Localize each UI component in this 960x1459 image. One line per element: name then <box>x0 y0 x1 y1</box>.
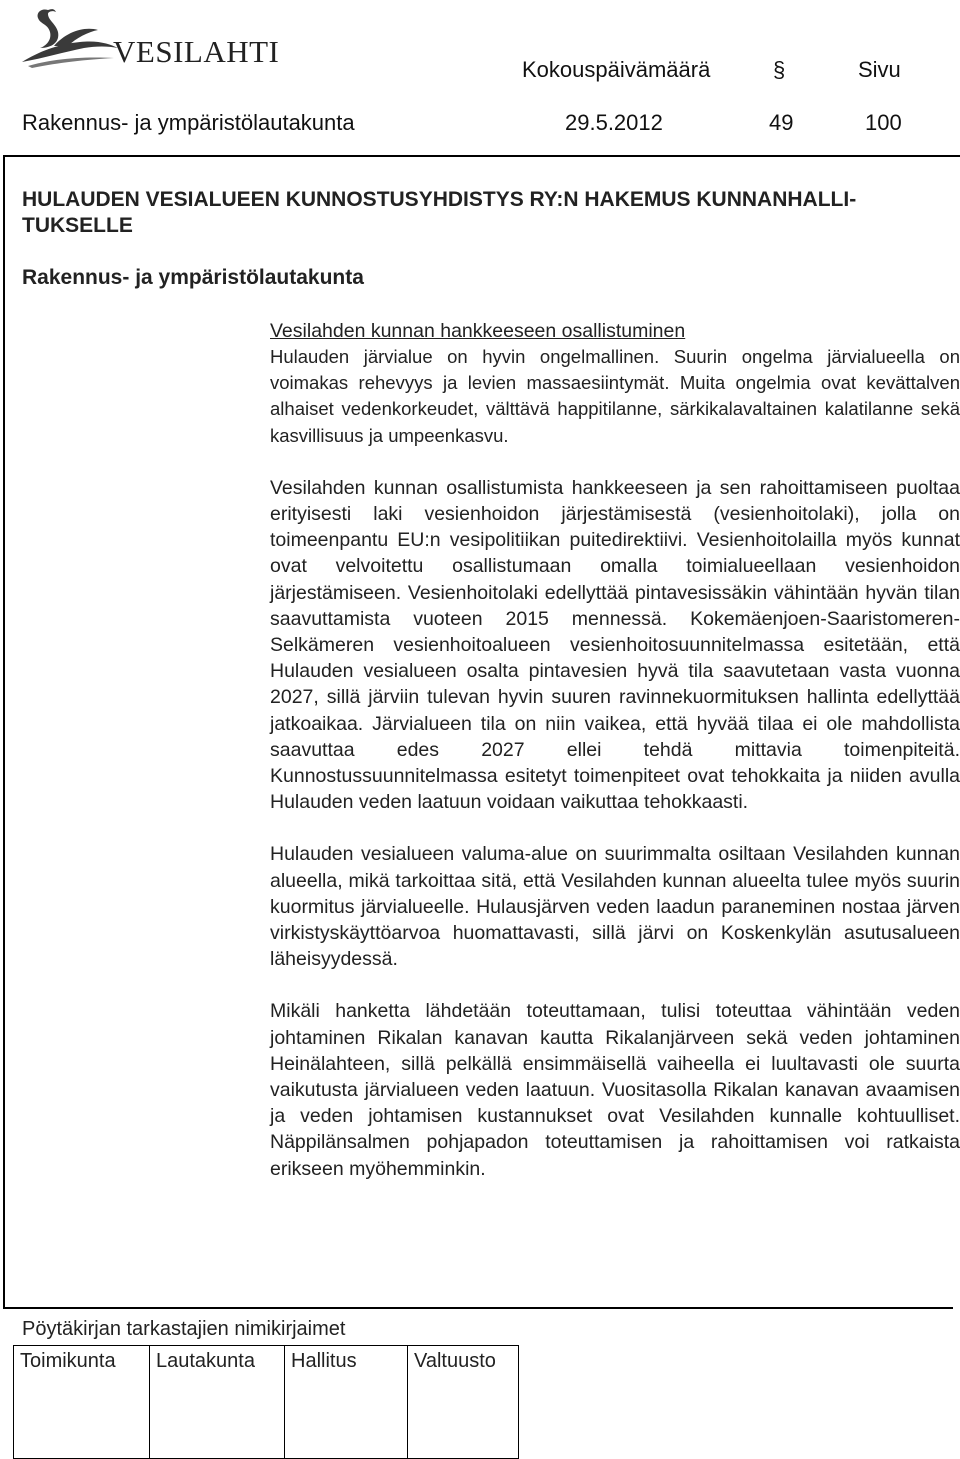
signature-cell-valtuusto <box>408 1376 519 1459</box>
signature-table <box>13 1345 519 1459</box>
committee-heading: Rakennus- ja ympäristölautakunta <box>22 266 364 289</box>
signature-column-toimikunta: Toimikunta <box>14 1346 150 1377</box>
page-number: 100 <box>865 110 902 135</box>
subheading: Vesilahden kunnan hankkeeseen osallistuminen <box>270 320 686 342</box>
header-committee: Rakennus- ja ympäristölautakunta <box>22 110 355 135</box>
date-column-label: Kokouspäivämäärä <box>522 57 711 82</box>
paragraph-1: Hulauden järvialue on hyvin ongelmallinen. Suurin ongelma järvialueella on voimakas rehevyys ja levien massaesiintymät. Muita ongelmia ovat kevättalven alhaiset vedenkorkeudet, välttävä happitilanne, särkikalavaltainen kalatilanne sekä kasvillisuus ja umpeenkasvu. <box>270 346 960 446</box>
signature-column-hallitus: Hallitus <box>285 1346 408 1377</box>
signature-column-valtuusto: Valtuusto <box>408 1346 519 1377</box>
meeting-date: 29.5.2012 <box>565 110 663 135</box>
frame-bottom-rule <box>3 1307 953 1309</box>
paragraph-3: Hulauden vesialueen valuma-alue on suurimmalta osiltaan Vesilahden kunnan alueella, mikä tarkoittaa sitä, että Vesilahden kunnan alueelta tulee myös suurin kuormitus järvialueelle. Hulausjärven veden laadun paraneminen nostaa järven virkistyskäyttöarvoa huomattavasti, sillä järvi on Koskenkylän asutusalueen läheisyydessä. <box>270 843 960 971</box>
frame-top-rule <box>3 155 960 157</box>
signature-label: Pöytäkirjan tarkastajien nimikirjaimet <box>22 1318 346 1340</box>
section-symbol: § <box>773 57 786 82</box>
signature-cell-lautakunta <box>150 1376 285 1459</box>
signature-cell-toimikunta <box>14 1376 150 1459</box>
paragraph-4: Mikäli hanketta lähdetään toteuttamaan, tulisi toteuttaa vähintään veden johtaminen Rikalan kanavan kautta Rikalanjärveen sekä veden johtaminen Heinälahteen, sillä pelkällä ensimmäisellä vaiheella ei luultavasti ole suurta vaikutusta järvialueen veden laatuun. Vuositasolla Rikalan kanavan avaamisen ja veden johtamisen kustannukset ovat Vesilahden kunnalle kohtuulliset. Näppilänsalmen pohjapadon toteuttamisen ja rahoittamisen voi ratkaista erikseen myöhemminkin. <box>270 1000 960 1180</box>
logo-text: VESILAHTI <box>113 34 280 69</box>
document-title: HULAUDEN VESIALUEEN KUNNOSTUSYHDISTYS RY:N HAKEMUS KUNNANHALLI-TUKSELLE <box>22 188 857 237</box>
page-column-label: Sivu <box>858 57 901 82</box>
signature-cell-hallitus <box>285 1376 408 1459</box>
body-text <box>270 318 960 1182</box>
section-number: 49 <box>769 110 794 135</box>
swan-logo-icon <box>18 2 128 72</box>
signature-column-lautakunta: Lautakunta <box>150 1346 285 1377</box>
logo <box>18 2 280 72</box>
paragraph-2: Vesilahden kunnan osallistumista hankkeeseen ja sen rahoittamiseen puoltaa erityisesti laki vesienhoidon järjestämisestä (vesienhoitolaki), jolla on toimeenpantu EU:n vesipolitiikan puitedirektiivi. Vesienhoitolailla myös kunnat ovat velvoitettu osallistumaan omalla toimialueellaan vesienhoidon järjestämiseen. Vesienhoitolaki edellyttää pintavesissäkin vähintään hyvän tilan saavuttamista vuoteen 2015 mennessä. Kokemäenjoen-Saaristomeren-Selkämeren vesienhoitoalueen vesienhoitosuunnitelmassa esitetään, että Hulauden vesialueen osalta pintavesien hyvä tila saavutetaan vasta vuonna 2027, sillä järviin tulevan hyvin suuren ravinnekuormituksen hallinta edellyttää jatkoaikaa. Järvialueen tila on niin vaikea, että hyvää tilaa ei ole mahdollista saavuttaa edes 2027 ellei tehdä mittavia toimenpiteitä. Kunnostussuunnitelmassa esitetyt toimenpiteet ovat tehokkaita ja niiden avulla Hulauden veden laatuun voidaan vaikuttaa tehokkaasti. <box>270 476 960 814</box>
frame-left-rule <box>3 155 5 1308</box>
